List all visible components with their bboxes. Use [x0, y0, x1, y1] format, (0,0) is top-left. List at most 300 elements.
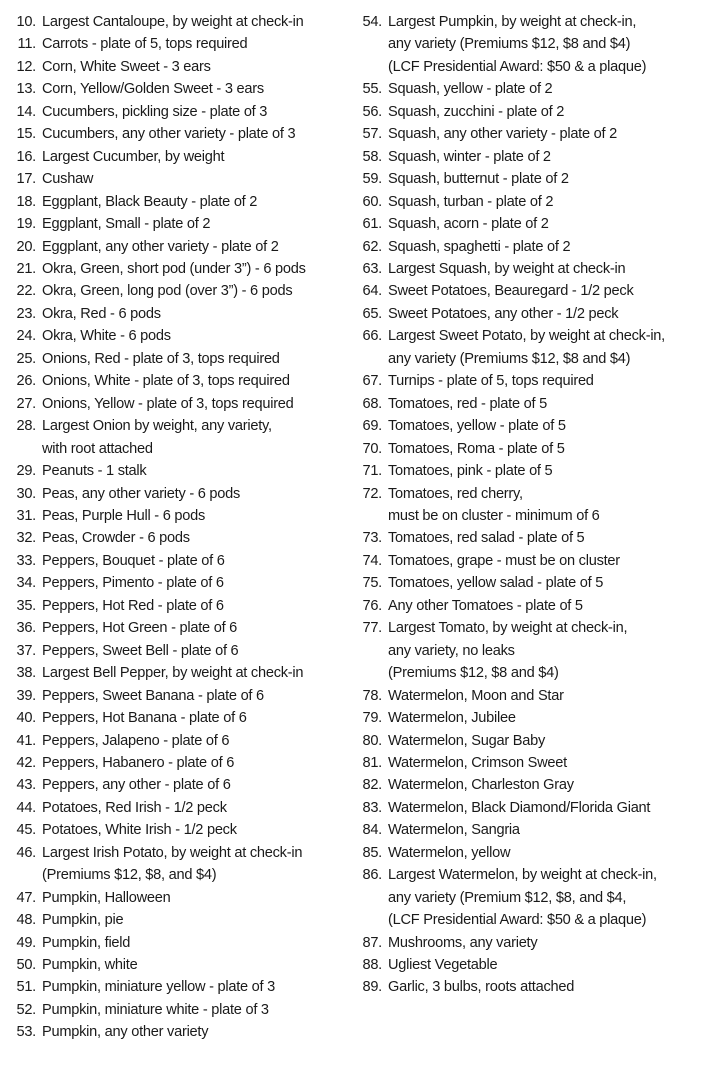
class-description-line: Pumpkin, field	[42, 934, 131, 951]
class-description	[382, 191, 553, 213]
class-description	[382, 752, 567, 774]
class-description-line: Peppers, Sweet Bell - plate of 6	[42, 642, 239, 659]
class-number: 13.	[16, 81, 36, 98]
class-number: 49.	[16, 934, 36, 951]
class-description	[36, 1021, 208, 1043]
class-number: 78.	[362, 687, 382, 704]
class-number: 68.	[362, 395, 382, 412]
class-description	[382, 797, 650, 819]
class-description-line: must be on cluster - minimum of 6	[388, 507, 600, 524]
class-number: 15.	[16, 126, 36, 143]
class-description	[36, 730, 229, 752]
class-entry	[346, 572, 716, 594]
class-entry	[346, 415, 716, 437]
class-entry	[346, 819, 716, 841]
class-entry	[346, 842, 716, 864]
class-number: 31.	[16, 507, 36, 524]
class-description-line: (Premiums $12, $8, and $4)	[42, 867, 217, 884]
class-number: 45.	[16, 822, 36, 839]
class-entry	[0, 909, 345, 931]
class-number: 51.	[16, 979, 36, 996]
class-entry	[0, 56, 345, 78]
class-number: 71.	[362, 463, 382, 480]
class-description	[382, 730, 545, 752]
class-entry	[0, 730, 345, 752]
class-description	[382, 236, 570, 258]
class-entry	[346, 483, 716, 528]
class-entry	[0, 887, 345, 909]
class-entry	[346, 774, 716, 796]
class-description-line: Pumpkin, pie	[42, 912, 124, 929]
class-description-line: Peppers, Hot Red - plate of 6	[42, 597, 224, 614]
class-description	[382, 168, 569, 190]
class-description-line: Largest Tomato, by weight at check-in,	[388, 620, 628, 637]
class-number: 19.	[16, 216, 36, 233]
class-description	[382, 932, 537, 954]
class-description-line: Peppers, Habanero - plate of 6	[42, 754, 235, 771]
class-number: 77.	[362, 620, 382, 637]
class-number: 14.	[16, 103, 36, 120]
class-number: 61.	[362, 216, 382, 233]
class-entry	[346, 11, 716, 78]
class-description-line: Pumpkin, Halloween	[42, 889, 171, 906]
class-entry	[0, 842, 345, 887]
class-number: 84.	[362, 822, 382, 839]
class-entry	[0, 932, 345, 954]
class-description	[382, 483, 600, 528]
class-description	[36, 33, 247, 55]
class-description-line: Garlic, 3 bulbs, roots attached	[388, 979, 575, 996]
class-description	[36, 819, 237, 841]
class-entry	[0, 101, 345, 123]
class-description	[382, 976, 574, 998]
class-entry	[0, 258, 345, 280]
class-description-line: any variety, no leaks	[388, 642, 515, 659]
class-number: 16.	[16, 148, 36, 165]
class-number: 26.	[16, 373, 36, 390]
class-entry	[0, 774, 345, 796]
class-entry	[0, 572, 345, 594]
class-entry	[0, 685, 345, 707]
class-number: 79.	[362, 710, 382, 727]
class-description-line: Pumpkin, miniature yellow - plate of 3	[42, 979, 276, 996]
class-description	[382, 864, 657, 931]
class-description	[36, 752, 234, 774]
class-number: 35.	[16, 597, 36, 614]
class-description	[36, 393, 294, 415]
class-description	[382, 774, 574, 796]
class-description	[36, 168, 93, 190]
class-description-line: Tomatoes, pink - plate of 5	[388, 463, 553, 480]
class-description	[382, 595, 583, 617]
class-entry	[0, 954, 345, 976]
class-entry	[346, 707, 716, 729]
class-description	[382, 438, 565, 460]
class-number: 64.	[362, 283, 382, 300]
class-number: 24.	[16, 328, 36, 345]
class-description	[382, 954, 497, 976]
class-entry	[0, 325, 345, 347]
class-entry	[0, 33, 345, 55]
class-number: 58.	[362, 148, 382, 165]
class-entry	[0, 415, 345, 460]
class-description-line: Pumpkin, any other variety	[42, 1024, 209, 1041]
class-entry	[0, 393, 345, 415]
class-number: 30.	[16, 485, 36, 502]
class-description	[36, 303, 161, 325]
class-entry	[346, 730, 716, 752]
class-description-line: Onions, White - plate of 3, tops required	[42, 373, 290, 390]
class-entry	[346, 191, 716, 213]
class-description-line: Tomatoes, red - plate of 5	[388, 395, 547, 412]
class-description-line: Onions, Yellow - plate of 3, tops required	[42, 395, 294, 412]
class-description-line: Squash, zucchini - plate of 2	[388, 103, 565, 120]
class-description	[36, 236, 279, 258]
class-number: 52.	[16, 1001, 36, 1018]
class-entry	[0, 662, 345, 684]
class-description	[382, 258, 625, 280]
class-number: 43.	[16, 777, 36, 794]
class-entry	[0, 460, 345, 482]
class-entry	[346, 527, 716, 549]
class-description	[382, 550, 620, 572]
class-description	[382, 11, 646, 78]
class-description-line: Watermelon, Sangria	[388, 822, 520, 839]
class-number: 53.	[16, 1024, 36, 1041]
class-entry	[0, 617, 345, 639]
class-number: 25.	[16, 350, 36, 367]
class-number: 80.	[362, 732, 382, 749]
class-description-line: Peas, Crowder - 6 pods	[42, 530, 190, 547]
left-column	[0, 11, 345, 1044]
class-number: 21.	[16, 260, 36, 277]
class-description-line: Potatoes, White Irish - 1/2 peck	[42, 822, 237, 839]
class-entry	[0, 707, 345, 729]
class-description-line: (LCF Presidential Award: $50 & a plaque)	[388, 58, 647, 75]
class-number: 89.	[362, 979, 382, 996]
class-description-line: Squash, acorn - plate of 2	[388, 216, 549, 233]
class-description	[382, 213, 549, 235]
class-description-line: Largest Irish Potato, by weight at check-in	[42, 844, 303, 861]
class-description-line: Squash, any other variety - plate of 2	[388, 126, 618, 143]
class-number: 44.	[16, 799, 36, 816]
right-column	[346, 11, 716, 999]
class-entry	[0, 819, 345, 841]
class-description-line: Largest Cucumber, by weight	[42, 148, 225, 165]
class-description-line: (Premiums $12, $8 and $4)	[388, 665, 559, 682]
class-description-line: Peas, Purple Hull - 6 pods	[42, 507, 206, 524]
class-description-line: Watermelon, Sugar Baby	[388, 732, 545, 749]
class-entry	[0, 123, 345, 145]
class-description-line: Peas, any other variety - 6 pods	[42, 485, 241, 502]
class-description	[382, 280, 634, 302]
class-entry	[0, 550, 345, 572]
class-number: 74.	[362, 552, 382, 569]
class-description	[382, 123, 617, 145]
class-number: 10.	[16, 14, 36, 30]
class-description-line: Tomatoes, yellow - plate of 5	[388, 418, 566, 435]
class-number: 56.	[362, 103, 382, 120]
class-description	[36, 685, 264, 707]
class-number: 65.	[362, 305, 382, 322]
class-entry	[346, 550, 716, 572]
class-number: 75.	[362, 575, 382, 592]
class-description-line: Tomatoes, Roma - plate of 5	[388, 440, 565, 457]
class-number: 72.	[362, 485, 382, 502]
class-description	[36, 932, 130, 954]
class-description-line: Pumpkin, white	[42, 957, 138, 974]
class-number: 83.	[362, 799, 382, 816]
class-entry	[346, 123, 716, 145]
class-number: 73.	[362, 530, 382, 547]
class-description	[36, 213, 210, 235]
class-entry	[0, 168, 345, 190]
class-description-line: Okra, White - 6 pods	[42, 328, 171, 345]
class-description	[36, 348, 280, 370]
class-description-line: Largest Pumpkin, by weight at check-in,	[388, 14, 637, 30]
class-number: 32.	[16, 530, 36, 547]
class-description	[36, 662, 303, 684]
class-description-line: any variety (Premiums $12, $8 and $4)	[388, 36, 631, 53]
class-number: 39.	[16, 687, 36, 704]
class-entry	[0, 640, 345, 662]
class-description-line: Eggplant, Small - plate of 2	[42, 216, 211, 233]
class-description-line: Peanuts - 1 stalk	[42, 463, 147, 480]
class-entry	[346, 797, 716, 819]
class-number: 33.	[16, 552, 36, 569]
class-entry	[0, 303, 345, 325]
class-description-line: Squash, winter - plate of 2	[388, 148, 551, 165]
class-number: 50.	[16, 957, 36, 974]
class-description-line: Peppers, Jalapeno - plate of 6	[42, 732, 230, 749]
class-entry	[0, 527, 345, 549]
class-description-line: Watermelon, Jubilee	[388, 710, 516, 727]
class-description	[36, 280, 292, 302]
class-entry	[346, 595, 716, 617]
class-entry	[346, 864, 716, 931]
class-description	[36, 258, 306, 280]
class-number: 37.	[16, 642, 36, 659]
class-entry	[0, 483, 345, 505]
class-number: 69.	[362, 418, 382, 435]
class-entry	[0, 236, 345, 258]
class-description	[382, 527, 584, 549]
class-description	[36, 123, 295, 145]
class-description-line: Sweet Potatoes, any other - 1/2 peck	[388, 305, 619, 322]
class-description	[36, 56, 211, 78]
class-description	[382, 572, 603, 594]
class-description	[36, 415, 272, 460]
class-number: 67.	[362, 373, 382, 390]
class-description-line: Cushaw	[42, 171, 94, 188]
class-description	[36, 909, 123, 931]
class-description-line: Okra, Red - 6 pods	[42, 305, 161, 322]
class-description	[36, 101, 267, 123]
class-description-line: Eggplant, any other variety - plate of 2	[42, 238, 279, 255]
class-description	[382, 146, 551, 168]
class-description-line: Corn, Yellow/Golden Sweet - 3 ears	[42, 81, 264, 98]
class-number: 63.	[362, 260, 382, 277]
class-entry	[346, 617, 716, 684]
class-description-line: Ugliest Vegetable	[388, 957, 498, 974]
class-entry	[0, 505, 345, 527]
class-description	[36, 774, 231, 796]
class-description-line: Largest Cantaloupe, by weight at check-in	[42, 14, 304, 30]
class-description	[382, 393, 547, 415]
class-description-line: Any other Tomatoes - plate of 5	[388, 597, 583, 614]
class-number: 55.	[362, 81, 382, 98]
class-number: 82.	[362, 777, 382, 794]
class-description	[382, 415, 566, 437]
class-description	[36, 797, 227, 819]
class-number: 42.	[16, 754, 36, 771]
class-entry	[346, 236, 716, 258]
class-description-line: Largest Watermelon, by weight at check-in,	[388, 867, 657, 884]
class-description	[36, 999, 269, 1021]
class-description	[36, 325, 171, 347]
class-entry	[346, 101, 716, 123]
class-description	[36, 842, 302, 887]
class-description-line: Peppers, Pimento - plate of 6	[42, 575, 224, 592]
class-number: 40.	[16, 710, 36, 727]
class-description	[382, 685, 564, 707]
class-description-line: Largest Onion by weight, any variety,	[42, 418, 272, 435]
class-number: 81.	[362, 754, 382, 771]
class-description-line: Watermelon, yellow	[388, 844, 511, 861]
class-description	[36, 887, 171, 909]
class-entry	[346, 146, 716, 168]
class-description-line: (LCF Presidential Award: $50 & a plaque)	[388, 912, 647, 929]
class-description	[382, 101, 564, 123]
class-entry	[346, 303, 716, 325]
class-description	[36, 460, 146, 482]
class-description-line: Tomatoes, red cherry,	[388, 485, 523, 502]
class-description-line: Largest Sweet Potato, by weight at check-in,	[388, 328, 665, 345]
class-entry	[346, 258, 716, 280]
class-entry	[0, 370, 345, 392]
class-entry	[0, 1021, 345, 1043]
class-entry	[0, 213, 345, 235]
class-number: 12.	[16, 58, 36, 75]
class-description	[36, 640, 238, 662]
class-number: 18.	[16, 193, 36, 210]
class-entry	[346, 393, 716, 415]
class-entry	[346, 954, 716, 976]
class-number: 11.	[17, 36, 36, 53]
class-description	[36, 370, 290, 392]
class-number: 20.	[16, 238, 36, 255]
class-entry	[0, 78, 345, 100]
class-entry	[346, 685, 716, 707]
class-description	[382, 325, 665, 370]
class-description	[36, 483, 240, 505]
class-description	[36, 191, 257, 213]
class-description-line: Carrots - plate of 5, tops required	[42, 36, 248, 53]
class-description-line: Squash, spaghetti - plate of 2	[388, 238, 571, 255]
class-description-line: Eggplant, Black Beauty - plate of 2	[42, 193, 258, 210]
class-description-line: Tomatoes, red salad - plate of 5	[388, 530, 585, 547]
class-entry	[0, 11, 345, 33]
class-entry	[346, 438, 716, 460]
class-number: 62.	[362, 238, 382, 255]
class-description-line: with root attached	[42, 440, 153, 457]
class-entry	[346, 325, 716, 370]
class-description-line: Pumpkin, miniature white - plate of 3	[42, 1001, 269, 1018]
class-description-line: Tomatoes, grape - must be on cluster	[388, 552, 620, 569]
class-number: 47.	[16, 889, 36, 906]
class-description-line: Corn, White Sweet - 3 ears	[42, 58, 211, 75]
class-number: 38.	[16, 665, 36, 682]
class-description-line: Turnips - plate of 5, tops required	[388, 373, 594, 390]
class-entry	[0, 348, 345, 370]
class-number: 23.	[16, 305, 36, 322]
class-entry	[346, 213, 716, 235]
class-entry	[346, 752, 716, 774]
class-description-line: Watermelon, Charleston Gray	[388, 777, 574, 794]
class-description	[36, 954, 137, 976]
class-number: 46.	[16, 844, 36, 861]
class-description	[36, 550, 225, 572]
class-description	[36, 707, 247, 729]
class-entry	[346, 280, 716, 302]
class-entry	[0, 752, 345, 774]
class-number: 86.	[362, 867, 382, 884]
class-description-line: Peppers, Hot Banana - plate of 6	[42, 710, 247, 727]
class-description-line: Cucumbers, pickling size - plate of 3	[42, 103, 268, 120]
class-entry	[0, 976, 345, 998]
class-entry	[0, 595, 345, 617]
class-entry	[0, 191, 345, 213]
class-number: 59.	[362, 171, 382, 188]
class-description-line: Okra, Green, short pod (under 3”) - 6 pods	[42, 260, 306, 277]
class-number: 48.	[16, 912, 36, 929]
class-number: 60.	[362, 193, 382, 210]
class-number: 76.	[362, 597, 382, 614]
class-description-line: any variety (Premium $12, $8, and $4,	[388, 889, 627, 906]
class-description	[382, 842, 510, 864]
class-description	[36, 595, 224, 617]
class-number: 29.	[16, 463, 36, 480]
class-description-line: Squash, turban - plate of 2	[388, 193, 554, 210]
class-description	[382, 303, 618, 325]
class-number: 88.	[362, 957, 382, 974]
class-number: 34.	[16, 575, 36, 592]
class-entry	[346, 168, 716, 190]
class-number: 87.	[362, 934, 382, 951]
class-description	[36, 11, 304, 33]
class-description-line: Tomatoes, yellow salad - plate of 5	[388, 575, 604, 592]
class-number: 36.	[16, 620, 36, 637]
class-description	[382, 460, 552, 482]
class-description	[36, 617, 237, 639]
class-description-line: Peppers, any other - plate of 6	[42, 777, 231, 794]
class-description-line: Onions, Red - plate of 3, tops required	[42, 350, 280, 367]
class-description-line: Cucumbers, any other variety - plate of 3	[42, 126, 296, 143]
class-entry	[346, 460, 716, 482]
class-number: 28.	[16, 418, 36, 435]
class-description	[382, 819, 520, 841]
class-description	[36, 976, 275, 998]
class-description-line: any variety (Premiums $12, $8 and $4)	[388, 350, 631, 367]
class-description-line: Watermelon, Crimson Sweet	[388, 754, 567, 771]
class-number: 41.	[16, 732, 36, 749]
class-number: 54.	[362, 14, 382, 30]
class-description	[382, 370, 594, 392]
class-description	[382, 617, 627, 684]
class-description	[36, 572, 224, 594]
class-description	[382, 707, 516, 729]
class-entry	[346, 976, 716, 998]
